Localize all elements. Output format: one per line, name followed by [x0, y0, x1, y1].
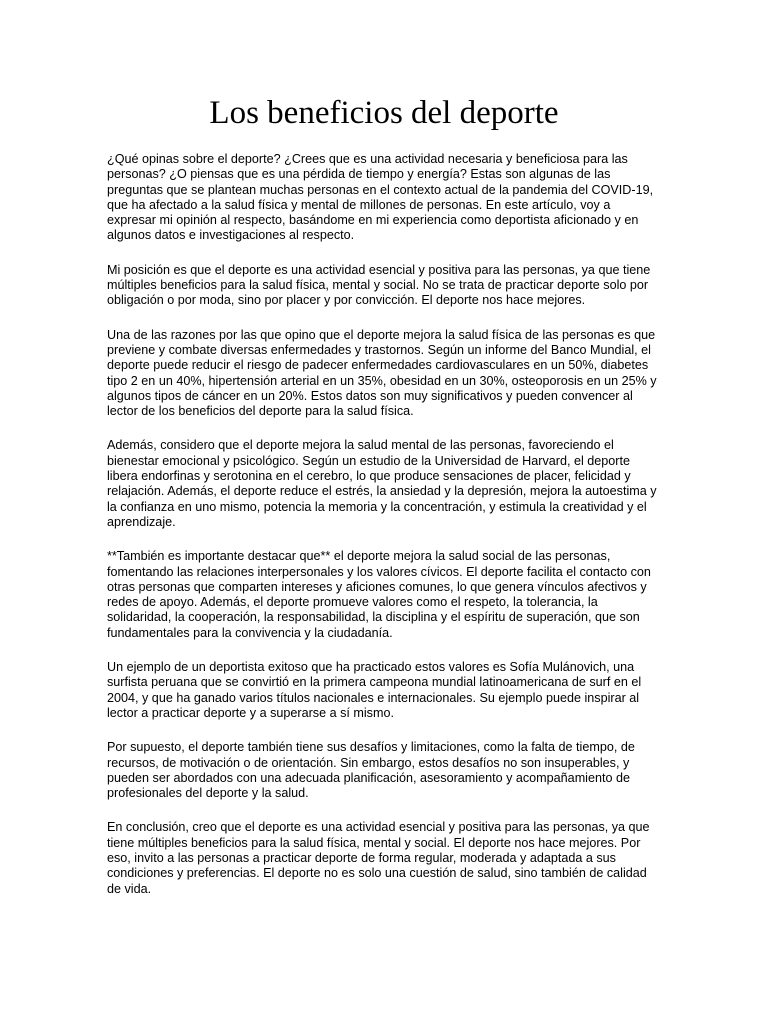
paragraph-mental-health: Además, considero que el deporte mejora la salud mental de las personas, favoreciendo el bienestar emocional y psicológico. Según un estudio de la Universidad de Harvard, el deporte libera endorfinas y serotonina en el cerebro, lo que produce sensaciones de placer, felicidad y relajación. Además, el deporte reduce el estrés, la ansiedad y la depresión, mejora la autoestima y la confianza en uno mismo, potencia la memoria y la concentración, y estimula la creatividad y el aprendizaje.: [107, 438, 657, 529]
paragraph-introduction: ¿Qué opinas sobre el deporte? ¿Crees que es una actividad necesaria y beneficiosa para las personas? ¿O piensas que es una pérdida de tiempo y energía? Estas son algunas de las preguntas que se plantean muchas personas en el contexto actual de la pandemia del COVID-19, que ha afectado a la salud física y mental de millones de personas. En este artículo, voy a expresar mi opinión al respecto, basándome en mi experiencia como deportista aficionado y en algunos datos e investigaciones al respecto.: [107, 152, 654, 243]
document-body: [107, 152, 659, 916]
paragraph-example: Un ejemplo de un deportista exitoso que ha practicado estos valores es Sofía Mulánovich, una surfista peruana que se convirtió en la primera campeona mundial latinoamericana de surf en el 2004, y que ha ganado varios títulos nacionales e internacionales. Su ejemplo puede inspirar al lector a practicar deporte y a superarse a sí mismo.: [107, 660, 642, 720]
paragraph-physical-health: Una de las razones por las que opino que el deporte mejora la salud física de las personas es que previene y combate diversas enfermedades y trastornos. Según un informe del Banco Mundial, el deporte puede reducir el riesgo de padecer enfermedades cardiovasculares en un 50%, diabetes tipo 2 en un 40%, hipertensión arterial en un 35%, obesidad en un 30%, osteoporosis en un 25% y algunos tipos de cáncer en un 20%. Estos datos son muy significativos y pueden convencer al lector de los beneficios del deporte para la salud física.: [107, 327, 657, 419]
paragraph-position: Mi posición es que el deporte es una actividad esencial y positiva para las personas, ya que tiene múltiples beneficios para la salud física, mental y social. No se trata de practicar deporte solo por obligación o por moda, sino por placer y por convicción. El deporte nos hace mejores.: [107, 262, 651, 308]
paragraph-social-health: **También es importante destacar que** el deporte mejora la salud social de las personas, fomentando las relaciones interpersonales y los valores cívicos. El deporte facilita el contacto con otras personas que comparten intereses y aficiones comunes, lo que genera vínculos afectivos y redes de apoyo. Además, el deporte promueve valores como el respeto, la tolerancia, la solidaridad, la cooperación, la responsabilidad, la disciplina y el espíritu de superación, que son fundamentales para la convivencia y la ciudadanía.: [107, 549, 651, 640]
paragraph-conclusion: En conclusión, creo que el deporte es una actividad esencial y positiva para las personas, ya que tiene múltiples beneficios para la salud física, mental y social. El deporte nos hace mejores. Por eso, invito a las personas a practicar deporte de forma regular, moderada y adaptada a sus condiciones y preferencias. El deporte no es solo una cuestión de salud, sino también de calidad de vida.: [107, 820, 650, 896]
document-title: Los beneficios del deporte: [209, 95, 559, 131]
paragraph-challenges: Por supuesto, el deporte también tiene sus desafíos y limitaciones, como la falta de tiempo, de recursos, de motivación o de orientación. Sin embargo, estos desafíos no son insuperables, y pueden ser abordados con una adecuada planificación, asesoramiento y acompañamiento de profesionales del deporte y la salud.: [107, 740, 635, 801]
